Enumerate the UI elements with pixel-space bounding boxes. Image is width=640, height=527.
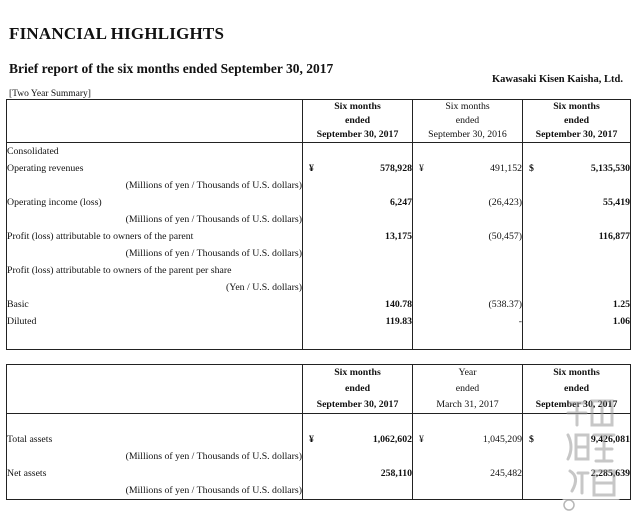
value-cell: $ 5,135,530	[523, 160, 631, 177]
table-row	[7, 245, 631, 262]
value-cell: 119.83	[303, 313, 413, 330]
value-cell: $ 9,426,081	[523, 431, 631, 448]
table-row	[7, 211, 631, 228]
value-cell: 6,247	[303, 194, 413, 211]
row-label: Operating income (loss)	[7, 194, 303, 211]
header-col-2: Year ended March 31, 2017	[413, 365, 523, 414]
yen-symbol: ¥	[419, 434, 424, 445]
row-label: Operating revenues	[7, 160, 303, 177]
row-label: Diluted	[7, 313, 303, 330]
table-row-spacer	[7, 330, 631, 350]
table-header-row	[7, 365, 631, 414]
table-row	[7, 262, 631, 279]
header-empty-cell	[7, 365, 303, 414]
summary-label: [Two Year Summary]	[9, 89, 91, 99]
dollar-symbol: $	[529, 434, 534, 445]
value-cell: 1.25	[523, 296, 631, 313]
table-row	[7, 313, 631, 330]
table-row	[7, 160, 631, 177]
yen-symbol: ¥	[419, 163, 424, 174]
table-row	[7, 431, 631, 448]
value-cell: ¥ 1,045,209	[413, 431, 523, 448]
value-cell: -	[413, 313, 523, 330]
value-cell: 258,110	[303, 465, 413, 482]
table-row	[7, 279, 631, 296]
table-row	[7, 177, 631, 194]
table-row	[7, 296, 631, 313]
table-row	[7, 143, 631, 161]
table-row	[7, 228, 631, 245]
row-label: Profit (loss) attributable to owners of the parent per share	[7, 262, 303, 279]
yen-symbol: ¥	[309, 163, 314, 174]
unit-label: (Millions of yen / Thousands of U.S. dollars)	[7, 482, 303, 500]
value-cell: ¥ 1,062,602	[303, 431, 413, 448]
dollar-symbol: $	[529, 163, 534, 174]
value-cell: 116,877	[523, 228, 631, 245]
unit-label: (Millions of yen / Thousands of U.S. dollars)	[7, 177, 303, 194]
row-label: Total assets	[7, 431, 303, 448]
table-row	[7, 194, 631, 211]
header-col-1: Six months ended September 30, 2017	[303, 365, 413, 414]
value-cell: 1.06	[523, 313, 631, 330]
table-header-row	[7, 100, 631, 143]
balance-summary-table	[6, 364, 631, 500]
section-label: Consolidated	[7, 143, 303, 161]
value-cell: 245,482	[413, 465, 523, 482]
header-col-2: Six months ended September 30, 2016	[413, 100, 523, 143]
table-row	[7, 465, 631, 482]
value-cell: ¥ 491,152	[413, 160, 523, 177]
table-row	[7, 482, 631, 500]
value-cell: 140.78	[303, 296, 413, 313]
two-year-summary-table	[6, 99, 631, 350]
header-col-1: Six months ended September 30, 2017	[303, 100, 413, 143]
company-name: Kawasaki Kisen Kaisha, Ltd.	[492, 74, 623, 85]
table-row-spacer	[7, 414, 631, 432]
value-cell: (538.37)	[413, 296, 523, 313]
header-col-3: Six months ended September 30, 2017	[523, 100, 631, 143]
page-title: FINANCIAL HIGHLIGHTS	[9, 24, 225, 43]
chat-icon	[564, 500, 574, 510]
value-cell: (26,423)	[413, 194, 523, 211]
row-label: Profit (loss) attributable to owners of the parent	[7, 228, 303, 245]
value-cell: 55,419	[523, 194, 631, 211]
unit-label: (Millions of yen / Thousands of U.S. dollars)	[7, 245, 303, 262]
value-cell: 2,285,639	[523, 465, 631, 482]
yen-symbol: ¥	[309, 434, 314, 445]
row-label: Basic	[7, 296, 303, 313]
unit-label: (Millions of yen / Thousands of U.S. dollars)	[7, 211, 303, 228]
unit-label: (Yen / U.S. dollars)	[7, 279, 303, 296]
value-cell: (50,457)	[413, 228, 523, 245]
unit-label: (Millions of yen / Thousands of U.S. dollars)	[7, 448, 303, 465]
table-row	[7, 448, 631, 465]
header-col-3: Six months ended September 30, 2017	[523, 365, 631, 414]
report-subtitle: Brief report of the six months ended September 30, 2017	[9, 61, 334, 76]
header-empty-cell	[7, 100, 303, 143]
value-cell: 13,175	[303, 228, 413, 245]
value-cell: ¥ 578,928	[303, 160, 413, 177]
row-label: Net assets	[7, 465, 303, 482]
